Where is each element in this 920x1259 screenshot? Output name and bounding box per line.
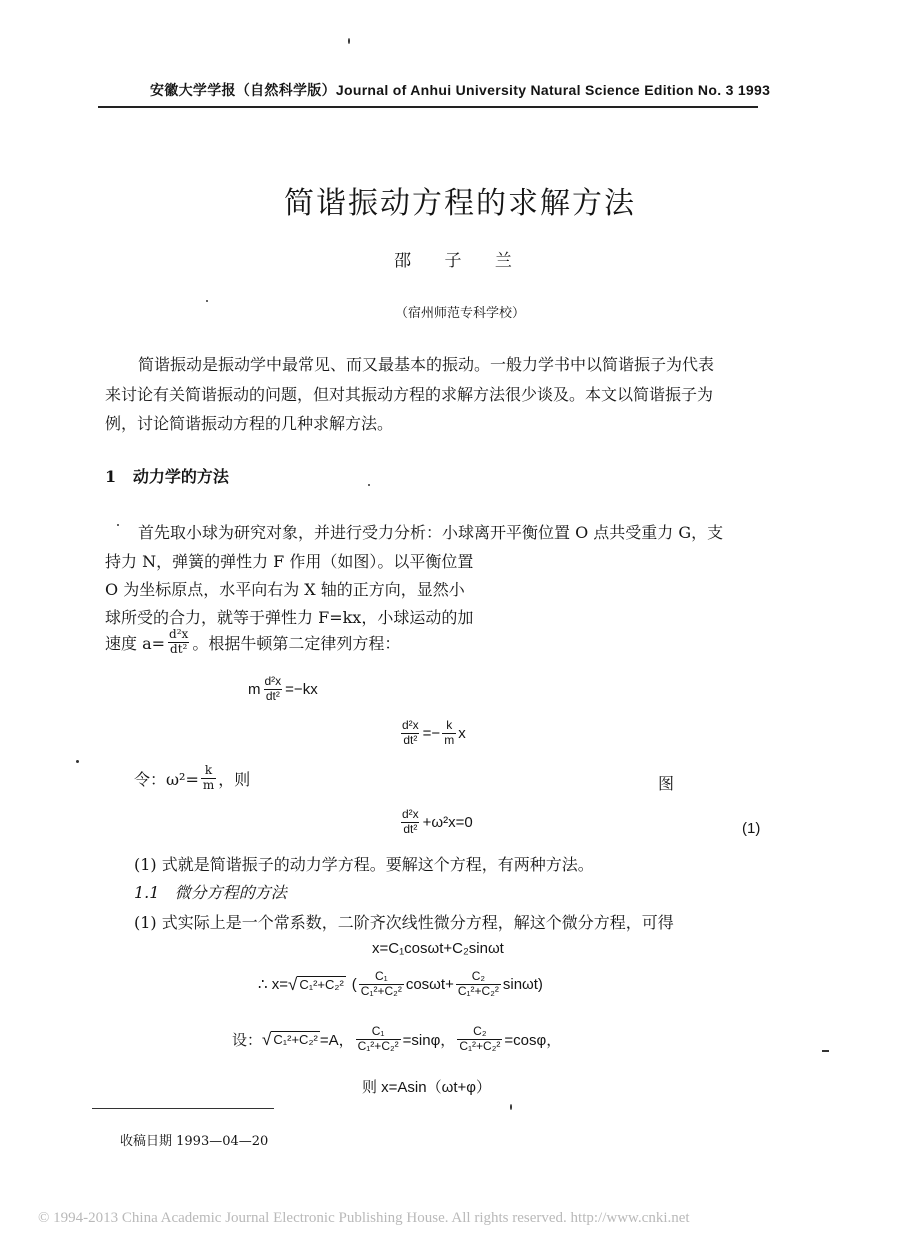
therefore-sqrt	[288, 976, 346, 993]
let-prefix: 令：ω²=	[134, 769, 199, 789]
equation-1	[398, 808, 473, 837]
scan-speck	[510, 1104, 512, 1110]
omega-fraction	[201, 764, 216, 793]
set-c2-den: C₁²+C₂²	[459, 1038, 501, 1053]
eq-b-k-fraction	[442, 719, 456, 748]
eq-a-fraction	[263, 675, 284, 704]
sqrt-radical-icon: √	[262, 1029, 272, 1049]
therefore-c1-den: C₁²+C₂²	[360, 983, 402, 998]
eq-b-den: dt²	[403, 732, 418, 747]
body1-line-3: O 为坐标原点，水平向右为 X 轴的正方向，显然小	[105, 580, 465, 599]
therefore-c1: C₁	[374, 969, 388, 983]
eq-b-rhs: x	[458, 724, 466, 742]
accel-fraction	[167, 628, 190, 657]
scan-speck	[117, 524, 119, 526]
eq-a-den: dt²	[265, 688, 280, 703]
affiliation: （宿州师范专科学校）	[394, 306, 525, 321]
paper-title: 简谐振动方程的求解方法	[284, 186, 636, 221]
section-1-number: 1	[105, 467, 117, 486]
set-c2: C₂	[473, 1024, 487, 1038]
intro-line-3: 例，讨论简谐振动方程的几种求解方法。	[105, 414, 394, 433]
eq1-num: d²x	[402, 807, 419, 821]
equation-set	[232, 1025, 561, 1054]
set-eqA: =A，	[319, 1031, 354, 1049]
eq-a-rhs: =−kx	[285, 680, 318, 698]
accel-prefix: 速度 a=	[105, 633, 166, 653]
set-c1-fraction	[356, 1025, 401, 1054]
therefore-open: (	[351, 975, 357, 993]
omega-num: k	[204, 763, 213, 777]
therefore-root: C₁²+C₂²	[299, 976, 344, 992]
accel-num: d²x	[169, 627, 189, 641]
body1-line-1: 首先取小球为研究对象，并进行受力分析：小球离开平衡位置 O 点共受重力 G，支	[138, 523, 724, 542]
author: 邵 子 兰	[394, 251, 526, 271]
equation-therefore	[258, 970, 543, 999]
equation-newton	[248, 675, 318, 704]
eq-b-fraction	[400, 719, 421, 748]
figure-label: 图	[658, 774, 675, 793]
therefore-prefix: ∴ x=	[258, 976, 288, 994]
sqrt-radical-icon: √	[287, 974, 298, 994]
scan-speck	[348, 38, 350, 44]
therefore-c2-fraction	[456, 970, 501, 999]
omega-den: m	[202, 777, 215, 792]
equation-accel	[398, 719, 466, 748]
set-c1-den: C₁²+C₂²	[357, 1038, 399, 1053]
header-rule	[98, 106, 758, 108]
therefore-sin: sinωt)	[502, 975, 543, 993]
set-c1: C₁	[371, 1024, 385, 1038]
subsection-heading	[134, 880, 287, 903]
body1-line-5	[105, 628, 400, 657]
set-c2-fraction	[457, 1025, 502, 1054]
scan-speck	[76, 760, 79, 763]
scan-speck	[368, 484, 370, 486]
eq1-den: dt²	[403, 821, 418, 836]
accel-den: dt²	[170, 641, 188, 656]
body1-line-4: 球所受的合力，就等于弹性力 F=kx，小球运动的加	[105, 608, 474, 627]
equation-then: 则 x=Asin（ωt+φ）	[362, 1079, 491, 1096]
set-cosphi: =cosφ，	[504, 1031, 562, 1049]
intro-line-1: 简谐振动是振动学中最常见、而又最基本的振动。一般力学书中以简谐振子为代表	[138, 355, 715, 374]
scan-speck	[206, 300, 208, 302]
set-prefix: 设：	[232, 1031, 263, 1049]
let-omega-line	[134, 764, 250, 793]
section-1-title: 动力学的方法	[132, 467, 229, 486]
therefore-c2: C₂	[471, 969, 486, 983]
scan-speck	[822, 1050, 829, 1052]
after-eq1-line: (1) 式就是简谐振子的动力学方程。要解这个方程，有两种方法。	[134, 855, 594, 874]
section-1-heading	[105, 464, 229, 487]
set-sinphi: =sinφ，	[402, 1031, 456, 1049]
eq-b-mid: =−	[422, 724, 441, 742]
set-sqrt	[262, 1031, 320, 1048]
intro-line-2: 来讨论有关简谐振动的问题，但对其振动方程的求解方法很少谈及。本文以简谐振子为	[105, 385, 714, 404]
let-suffix: ，则	[218, 769, 251, 789]
eq-a-lhs: m	[248, 680, 261, 698]
eq-b-knum: k	[446, 718, 453, 732]
subsection-number: 1.1	[134, 883, 160, 902]
equation-1-number: (1)	[742, 820, 761, 837]
body1-line-2: 持力 N，弹簧的弹性力 F 作用（如图）。以平衡位置	[105, 552, 474, 571]
subsection-title: 微分方程的方法	[174, 883, 287, 902]
accel-suffix: 。根据牛顿第二定律列方程：	[192, 633, 401, 653]
therefore-c2-den: C₁²+C₂²	[457, 983, 499, 998]
eq-b-num: d²x	[402, 718, 419, 732]
therefore-c1-fraction	[359, 970, 404, 999]
eq1-rhs: +ω²x=0	[422, 813, 473, 831]
de-line: (1) 式实际上是一个常系数，二阶齐次线性微分方程，解这个微分方程，可得	[134, 913, 674, 932]
eq1-fraction	[400, 808, 421, 837]
copyright-line: © 1994-2013 China Academic Journal Electronic Publishing House. All rights reserved. http://www.cnki.net	[38, 1210, 690, 1226]
equation-solution: x=C₁cosωt+C₂sinωt	[372, 940, 504, 957]
footnote-rule	[92, 1108, 274, 1109]
journal-header: 安徽大学学报（自然科学版）Journal of Anhui University Natural Science Edition No. 3 1993	[150, 82, 771, 98]
eq-a-num: d²x	[264, 674, 282, 688]
eq-b-kden: m	[444, 732, 455, 747]
set-root: C₁²+C₂²	[273, 1031, 318, 1047]
received-date: 收稿日期 1993—04—20	[120, 1134, 269, 1149]
therefore-cos: cosωt+	[405, 975, 454, 993]
